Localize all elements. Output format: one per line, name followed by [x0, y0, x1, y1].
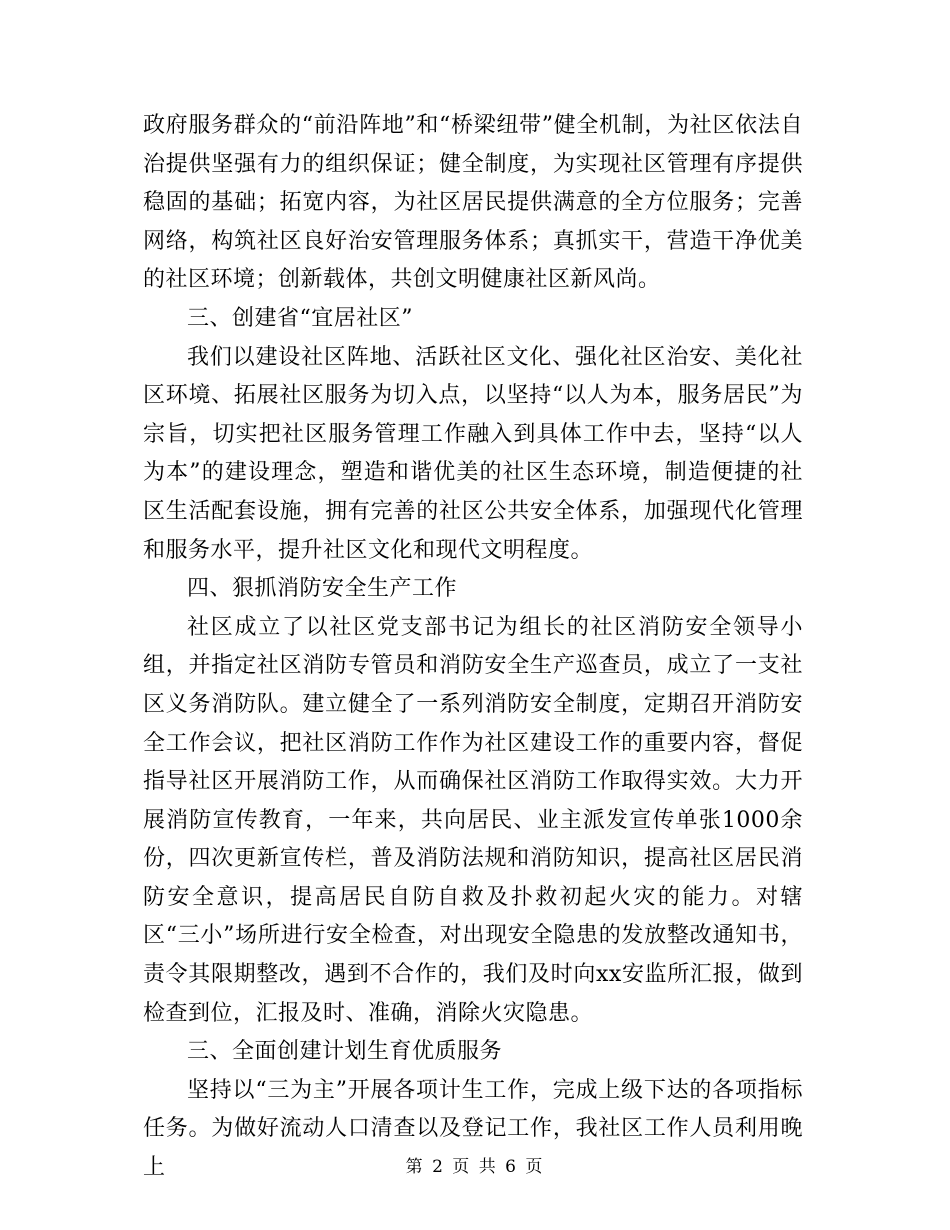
paragraph-livable-community: 我们以建设社区阵地、活跃社区文化、强化社区治安、美化社区环境、拓展社区服务为切入点，以坚持“以人为本，服务居民”为宗旨，切实把社区服务管理工作融入到具体工作中去，坚持“以人为本”的建设理念，塑造和谐优美的社区生态环境，制造便捷的社区生活配套设施，拥有完善的社区公共安全体系，加强现代化管理和服务水平，提升社区文化和现代文明程度。 — [143, 344, 803, 563]
section-heading-livable-community: 三、创建省“宜居社区” — [187, 305, 413, 331]
paragraph-continued: 政府服务群众的“前沿阵地”和“桥梁纽带”健全机制，为社区依法自治提供坚强有力的组织保证；健全制度，为实现社区管理有序提供稳固的基础；拓宽内容，为社区居民提供满意的全方位服务；完善网络，构筑社区良好治安管理服务体系；真抓实干，营造干净优美的社区环境；创新载体，共创文明健康社区新风尚。 — [143, 113, 803, 293]
section-heading-family-planning: 三、全面创建计划生育优质服务 — [187, 1039, 503, 1065]
page-number-footer: 第 2 页 共 6 页 — [405, 1157, 545, 1177]
section-heading-fire-safety: 四、狠抓消防安全生产工作 — [187, 576, 458, 602]
document-body — [143, 107, 803, 1188]
paragraph-family-planning: 坚持以“三为主”开展各项计生工作，完成上级下达的各项指标任务。为做好流动人口清查以及登记工作，我社区工作人员利用晚上 — [143, 1077, 803, 1181]
paragraph-fire-safety: 社区成立了以社区党支部书记为组长的社区消防安全领导小组，并指定社区消防专管员和消防安全生产巡查员，成立了一支社区义务消防队。建立健全了一系列消防安全制度，定期召开消防安全工作会议，把社区消防工作作为社区建设工作的重要内容，督促指导社区开展消防工作，从而确保社区消防工作取得实效。大力开展消防宣传教育，一年来，共向居民、业主派发宣传单张1000余份，四次更新宣传栏，普及消防法规和消防知识，提高社区居民消防安全意识，提高居民自防自救及扑救初起火灾的能力。对辖区“三小”场所进行安全检查，对出现安全隐患的发放整改通知书，责令其限期整改，遇到不合作的，我们及时向xx安监所汇报，做到检查到位，汇报及时、准确，消除火灾隐患。 — [143, 614, 803, 1026]
